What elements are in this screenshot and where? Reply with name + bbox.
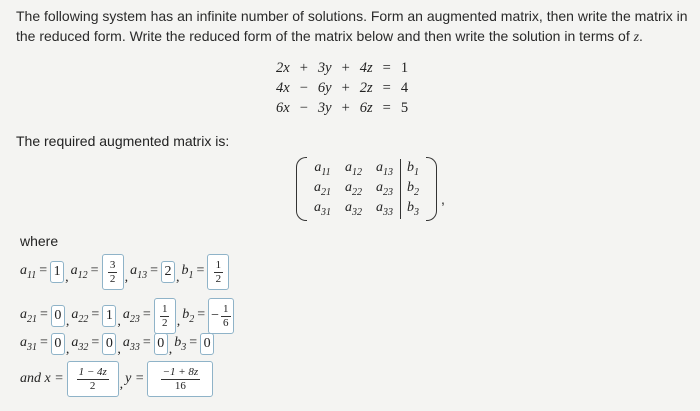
answer-field[interactable] xyxy=(208,298,233,334)
right-paren xyxy=(426,157,437,221)
equation-term: 2z xyxy=(359,79,373,96)
matrix-entry: $a_{13}$ xyxy=(376,160,393,178)
equation-term: 5 xyxy=(400,99,409,116)
equation-term: = xyxy=(382,79,391,96)
fraction xyxy=(214,259,224,286)
where-label: where xyxy=(20,233,59,249)
negative-sign: − xyxy=(211,308,220,323)
equation-row xyxy=(272,98,412,118)
matrix-row xyxy=(307,179,426,199)
matrix-entry: $a_{11}$ xyxy=(314,160,331,178)
equation-term: + xyxy=(341,59,350,76)
numerator: 1 xyxy=(161,302,168,315)
matrix-entry: $b_1$ xyxy=(401,159,427,179)
equation-term: + xyxy=(299,59,308,76)
separator: , xyxy=(65,342,70,357)
equation-term: 3y xyxy=(317,59,332,76)
answer-field[interactable]: 0 xyxy=(154,333,168,355)
problem-statement: The following system has an infinite number of solutions. Form an augmented matrix, then write the matrix in the reduced form. Write the reduced form of the matrix below and then write the solution in terms of z. xyxy=(16,8,688,45)
x-answer-field[interactable]: $\frac{1 - 4z}{2}$ xyxy=(67,361,119,397)
denominator: 2 xyxy=(215,272,222,285)
equation-term: 6z xyxy=(359,99,373,116)
separator: , xyxy=(117,342,121,357)
fraction xyxy=(108,259,118,286)
answer-field[interactable] xyxy=(102,254,124,290)
denominator: 2 xyxy=(109,272,116,285)
entry-label: $b_3$ = xyxy=(174,335,198,353)
entry-label: $b_2$ = xyxy=(182,307,206,325)
equation-term: 2x xyxy=(276,59,290,76)
separator: , xyxy=(168,342,173,357)
equation-term: 3y xyxy=(317,99,332,116)
entry-label: $a_{31}$ = xyxy=(20,335,48,353)
equation-term: − xyxy=(299,79,308,96)
matrix-row xyxy=(307,159,426,179)
separator: , xyxy=(117,314,121,329)
answer-field[interactable]: 0 xyxy=(51,333,65,355)
answer-row-2 xyxy=(20,298,234,334)
numerator: 3 xyxy=(109,258,116,271)
entry-label: $a_{12}$ = xyxy=(70,263,99,281)
matrix-row xyxy=(307,199,426,219)
equation-term: 6x xyxy=(276,99,290,116)
fraction xyxy=(221,303,231,330)
entry-label: $a_{32}$ = xyxy=(71,335,100,353)
separator: , xyxy=(124,270,129,285)
numerator: 1 xyxy=(223,302,229,315)
separator: , xyxy=(65,270,69,285)
denominator: 6 xyxy=(223,316,229,329)
augmented-matrix-template: $a_{11}$ $a_{12}$ $a_{13}$ $b_1$ $a_{21}$ $a_{22}$ $a_{23}$ $b_2$ $a_{31}$ $a_{32}$ $a_{33}$ $b_3$ , xyxy=(296,157,445,221)
answer-field[interactable] xyxy=(154,298,176,334)
equation-term: 4 xyxy=(400,79,409,96)
answer-field[interactable]: 0 xyxy=(200,333,214,355)
separator: , xyxy=(65,314,70,329)
left-paren xyxy=(296,157,307,221)
equation-term: = xyxy=(382,99,391,116)
numerator: 1 xyxy=(215,258,222,271)
fraction xyxy=(160,303,170,330)
equation-term: = xyxy=(382,59,391,76)
entry-label: $a_{11}$ = xyxy=(20,263,48,281)
y-label: y = xyxy=(125,371,145,386)
equation-term: 6y xyxy=(317,79,332,96)
matrix-entry: $a_{31}$ xyxy=(314,200,331,218)
equation-term: 4z xyxy=(359,59,373,76)
answer-field[interactable]: 1 xyxy=(50,261,64,283)
matrix-entry: $b_3$ xyxy=(401,199,427,219)
answer-field[interactable]: 0 xyxy=(51,305,65,327)
equation-row xyxy=(272,58,412,78)
matrix-entry: $a_{33}$ xyxy=(376,200,393,218)
answer-field[interactable]: 0 xyxy=(102,333,116,355)
required-matrix-label: The required augmented matrix is: xyxy=(16,133,230,149)
answer-field[interactable] xyxy=(207,254,229,290)
matrix-entry: $a_{23}$ xyxy=(376,180,393,198)
matrix-entry: $a_{21}$ xyxy=(314,180,331,198)
answer-row-3 xyxy=(20,333,214,355)
entry-label: $a_{13}$ = xyxy=(130,263,158,281)
equation-term: 4x xyxy=(276,79,290,96)
equation-row xyxy=(272,78,412,98)
matrix-entry: $b_2$ xyxy=(401,179,427,199)
entry-label: $a_{21}$ = xyxy=(20,307,48,325)
entry-label: $a_{22}$ = xyxy=(71,307,100,325)
answer-field[interactable]: 1 xyxy=(102,305,116,327)
entry-label: $a_{33}$ = xyxy=(122,335,151,353)
separator: , xyxy=(176,314,181,329)
solution-row: and x = $\frac{1 - 4z}{2}$ , y = $\frac{-1 + 8z}{16}$ xyxy=(20,361,213,397)
equation-term: + xyxy=(341,79,350,96)
x-label: and x = xyxy=(20,371,64,386)
matrix-entry: $a_{12}$ xyxy=(345,160,362,178)
matrix-entry: $a_{32}$ xyxy=(345,200,362,218)
equation-term: 1 xyxy=(400,59,409,76)
entry-label: $a_{23}$ = xyxy=(122,307,151,325)
denominator: 2 xyxy=(161,316,168,329)
equation-term: − xyxy=(299,99,308,116)
answer-row-1 xyxy=(20,254,229,290)
equation-term: + xyxy=(341,99,350,116)
answer-field[interactable]: 2 xyxy=(161,261,175,283)
equation-system xyxy=(272,58,412,118)
matrix-entry: $a_{22}$ xyxy=(345,180,362,198)
y-answer-field[interactable]: $\frac{-1 + 8z}{16}$ xyxy=(147,361,213,397)
entry-label: $b_1$ = xyxy=(181,263,205,281)
separator: , xyxy=(175,270,180,285)
